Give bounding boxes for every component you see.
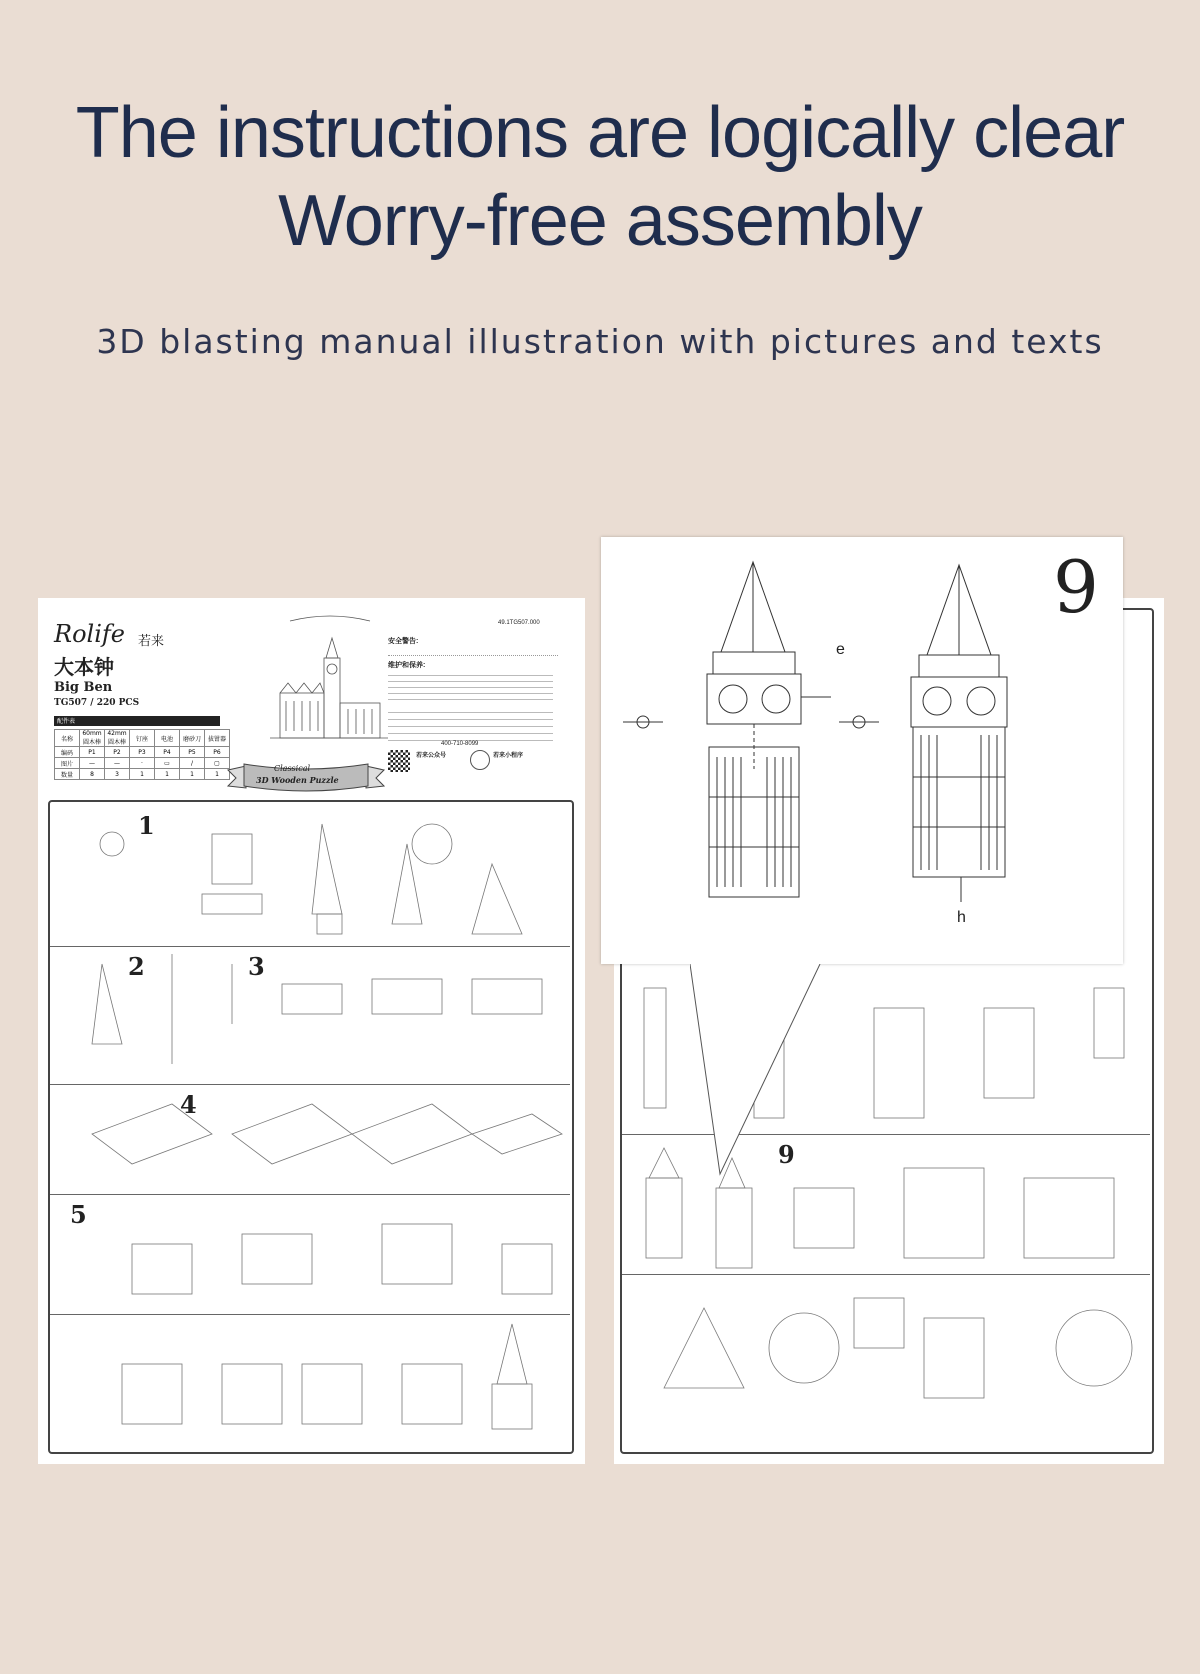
callout-pointer [690,964,830,1184]
callout-label-h: h [957,909,966,926]
step-number: 9 [778,1140,795,1169]
ribbon-line-2: 3D Wooden Puzzle [256,775,339,785]
phone-number: 400-710-8099 [441,741,479,747]
cell: ▭ [155,758,180,769]
cell: · [130,758,155,769]
cell: P5 [180,747,205,758]
cell: 42mm圆木棒 [105,730,130,747]
cell: 3 [105,769,130,780]
zoom-callout [601,537,1123,964]
cell: 拔钳器 [205,730,230,747]
step-number: 3 [248,952,265,981]
ribbon-line-1: Classical [274,764,311,773]
cell: 1 [130,769,155,780]
step-number: 2 [128,952,145,981]
wechat-qr-code [388,750,410,772]
manual-left-page [38,598,585,1464]
maintenance-text [388,670,553,700]
miniprogram-code [470,750,490,770]
cell: — [105,758,130,769]
product-code: 49.1TG507.000 [498,620,540,626]
step-number: 4 [180,1090,197,1119]
cell: 磨砂刀 [180,730,205,747]
parts-row-codes [55,747,230,758]
cell: P6 [205,747,230,758]
cell: P2 [105,747,130,758]
zoom-step-number: 9 [1053,545,1099,629]
cell: 1 [180,769,205,780]
cell: 数量 [55,769,80,780]
assembly-step-illustrations [52,804,570,1448]
big-ben-hero-illustration [260,613,400,763]
cell: 1 [205,769,230,780]
cell: 电池 [155,730,180,747]
cell: 8 [80,769,105,780]
cell: 编码 [55,747,80,758]
parts-table [54,729,230,780]
parts-table-label: 配件表 [54,716,220,726]
title-cn: 大本钟 [54,657,114,679]
cell: P3 [130,747,155,758]
callout-label-e: e [836,641,845,658]
safety-title: 安全警告: [388,638,419,645]
cell: ▢ [205,758,230,769]
headline-line-2: Worry-free assembly [278,181,922,261]
company-info [388,706,553,741]
miniprogram-label: 若来小程序 [493,753,524,759]
cell: — [80,758,105,769]
parts-row-header [55,730,230,747]
headline-line-1: The instructions are logically clear [75,93,1125,173]
title-en: Big Ben [54,680,113,695]
parts-row-pictures [55,758,230,769]
brand-logo: Rolife [54,620,125,648]
cell: P4 [155,747,180,758]
cell: 1 [155,769,180,780]
step-number: 5 [70,1200,87,1229]
parts-row-quantity [55,769,230,780]
cell: 60mm圆木棒 [80,730,105,747]
cell: / [180,758,205,769]
cell: 名称 [55,730,80,747]
subtitle: 3D blasting manual illustration with pictures and texts [96,322,1104,361]
brand-cn: 若来 [138,633,165,648]
big-ben-tower-illustration [621,557,1041,957]
cell: P1 [80,747,105,758]
maintenance-title: 维护和保养: [388,662,426,669]
wechat-label: 若来公众号 [416,753,447,759]
cell: 图片 [55,758,80,769]
step-number: 1 [138,811,155,840]
safety-text [388,647,558,656]
cell: 钉座 [130,730,155,747]
model-number: TG507 / 220 PCS [54,698,140,708]
